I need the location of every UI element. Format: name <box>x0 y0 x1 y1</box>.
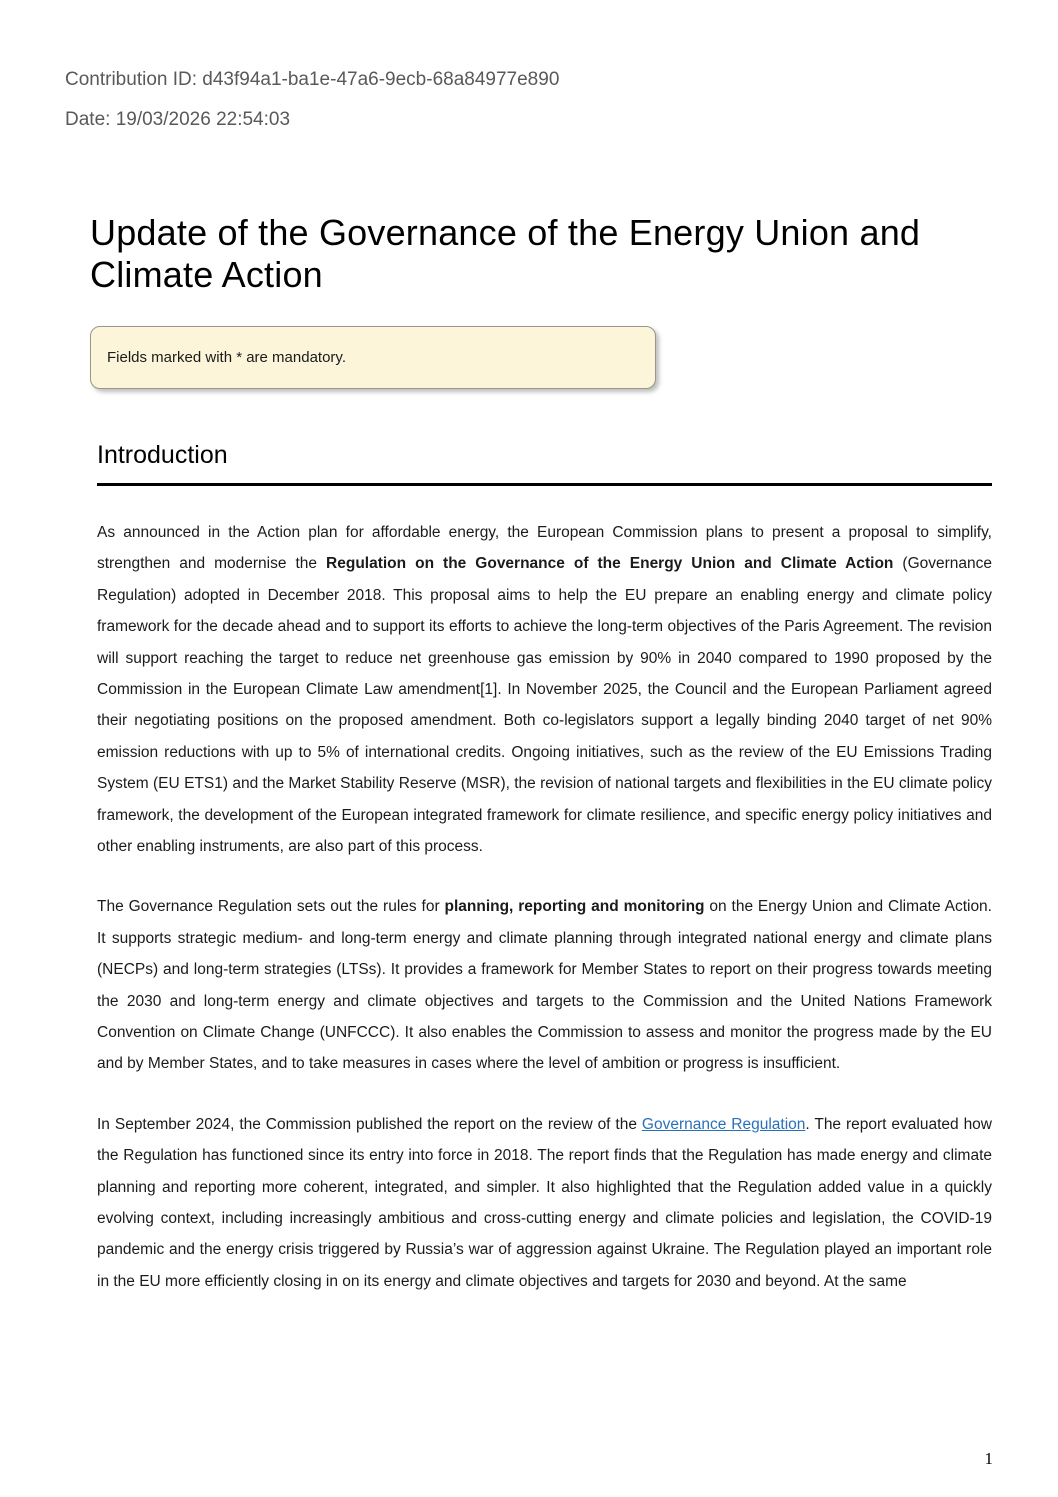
page-title: Update of the Governance of the Energy Union and Climate Action <box>90 212 921 296</box>
section-heading-introduction: Introduction <box>97 440 228 469</box>
text-run: As announced in the Action plan for affordable energy, the European Commission plans to present a proposal to simplify, strengthen and modernise the <box>97 523 992 573</box>
text-run: In September 2024, the Commission published the report on the review of the <box>97 1115 642 1133</box>
text-run: on the Energy Union and Climate Action. It supports strategic medium- and long-term energy and climate planning through integrated national energy and climate plans (NECPs) and long-term strategies (LTSs). It provides a framework for Member States to report on their progress towards meeting the 2030 and long-term energy and climate objectives and targets to the Commission and the United Nations Framework Convention on Climate Change (UNFCCC). It also enables the Commission to assess and monitor the progress made by the EU and by Member States, and to take measures in cases where the level of ambition or progress is insufficient. <box>97 898 992 1073</box>
paragraph <box>97 1109 992 1297</box>
contribution-date: Date: 19/03/2026 22:54:03 <box>65 109 291 130</box>
paragraph <box>97 891 992 1079</box>
text-run: The Governance Regulation sets out the rules for <box>97 898 445 916</box>
document-body <box>0 212 1058 1297</box>
bold-text-run: Regulation on the Governance of the Energy Union and Climate Action <box>326 555 894 573</box>
text-run: . The report evaluated how the Regulation has functioned since its entry into force in 2018. The report finds that the Regulation has made energy and climate planning and reporting more coherent, integrated, and simpler. It also highlighted that the Regulation added value in a quickly evolving context, including increasingly ambitious and cross-cutting energy and climate policies and legislation, the COVID-19 pandemic and the energy crisis triggered by Russia’s war of aggression against Ukraine. The Regulation played an important role in the EU more efficiently closing in on its energy and climate objectives and targets for 2030 and beyond. At the same <box>97 1115 992 1290</box>
contribution-id: Contribution ID: d43f94a1-ba1e-47a6-9ecb-68a84977e890 <box>65 69 560 90</box>
text-run: (Governance Regulation) adopted in December 2018. This proposal aims to help the EU prepare an enabling energy and climate policy framework for the decade ahead and to support its efforts to achieve the long-term objectives of the Paris Agreement. The revision will support reaching the target to reduce net greenhouse gas emission by 90% in 2040 compared to 1990 proposed by the Commission in the European Climate Law amendment[1]. In November 2025, the Council and the European Parliament agreed their negotiating positions on the proposed amendment. Both co-legislators support a legally binding 2040 target of net 90% emission reductions with up to 5% of international credits. Ongoing initiatives, such as the review of the EU Emissions Trading System (EU ETS1) and the Market Stability Reserve (MSR), the revision of national targets and flexibilities in the EU climate policy framework, the development of the European integrated framework for climate resilience, and specific energy policy initiatives and other enabling instruments, are also part of this process. <box>97 555 993 855</box>
mandatory-fields-note <box>90 326 656 389</box>
inline-link[interactable]: Governance Regulation <box>641 1115 806 1133</box>
page-number: 1 <box>984 1449 993 1468</box>
mandatory-fields-note-text: Fields marked with * are mandatory. <box>107 348 346 366</box>
document-header <box>0 0 1058 140</box>
introduction-paragraphs <box>97 517 992 1297</box>
section-divider <box>97 483 992 486</box>
paragraph <box>97 517 992 862</box>
bold-text-run: planning, reporting and monitoring <box>444 898 705 916</box>
